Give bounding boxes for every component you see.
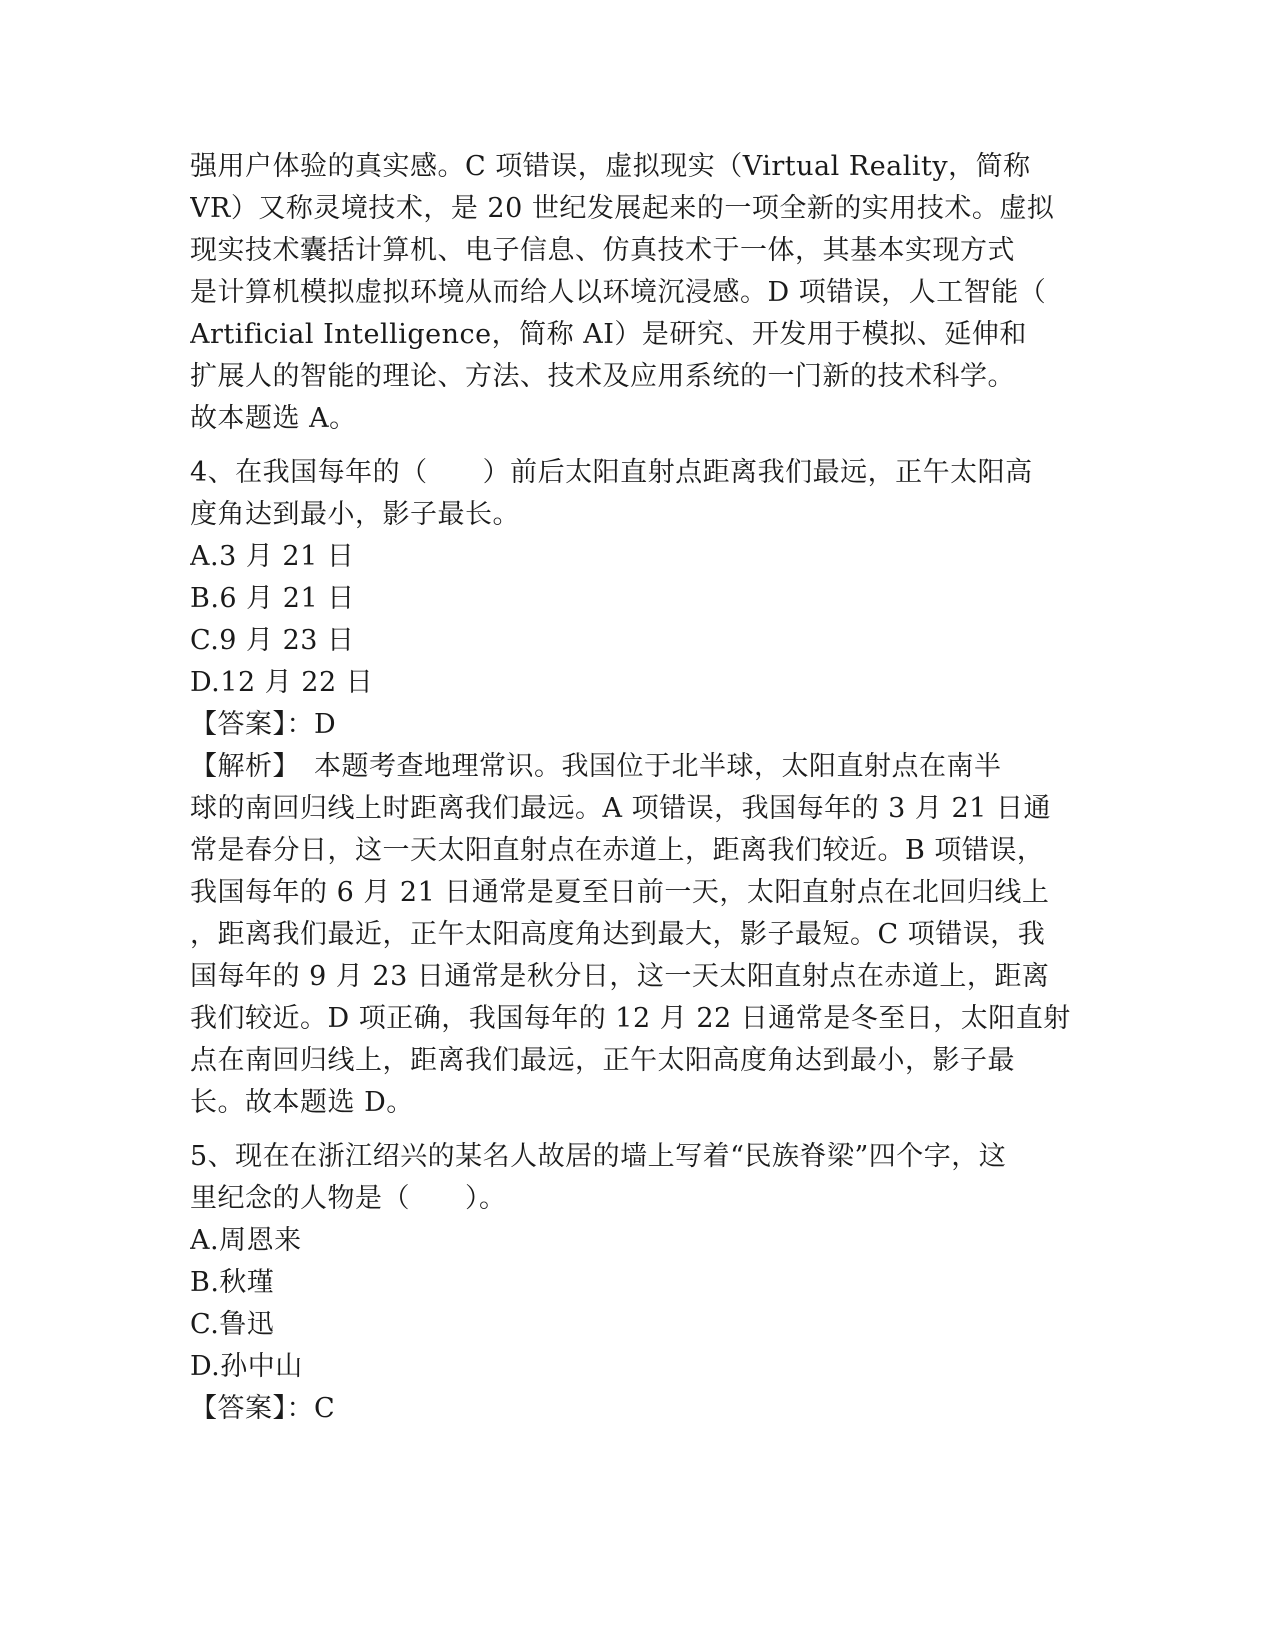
- previous-analysis-continuation: [190, 146, 1090, 440]
- analysis-line: 我国每年的 6 月 21 日通常是夏至日前一天，太阳直射点在北回归线上: [190, 877, 1050, 908]
- analysis-line: 国每年的 9 月 23 日通常是秋分日，这一天太阳直射点在赤道上，距离: [190, 961, 1050, 992]
- document-page: [190, 146, 1090, 1430]
- option-b: B.6 月 21 日: [190, 583, 355, 614]
- analysis-line: 我们较近。D 项正确，我国每年的 12 月 22 日通常是冬至日，太阳直射: [190, 1003, 1071, 1034]
- question-stem-line: 里纪念的人物是（ ）。: [190, 1183, 507, 1214]
- paragraph-line: 故本题选 A。: [190, 403, 357, 434]
- option-d: D.孙中山: [190, 1351, 303, 1382]
- analysis-line: 点在南回归线上，距离我们最远，正午太阳高度角达到最小，影子最: [190, 1045, 1015, 1076]
- analysis-line: 长。故本题选 D。: [190, 1087, 414, 1118]
- option-a: A.3 月 21 日: [190, 541, 355, 572]
- question-stem-line: 5、现在在浙江绍兴的某名人故居的墙上写着“民族脊梁”四个字，这: [190, 1141, 1007, 1172]
- option-c: C.鲁迅: [190, 1309, 275, 1340]
- question-4: [190, 452, 1090, 1124]
- question-5: [190, 1136, 1090, 1430]
- paragraph-line: 是计算机模拟虚拟环境从而给人以环境沉浸感。D 项错误，人工智能（: [190, 277, 1047, 308]
- paragraph-line: 现实技术囊括计算机、电子信息、仿真技术于一体，其基本实现方式: [190, 235, 1015, 266]
- paragraph-line: VR）又称灵境技术，是 20 世纪发展起来的一项全新的实用技术。虚拟: [190, 193, 1055, 224]
- analysis-line: 【解析】 本题考查地理常识。我国位于北半球，太阳直射点在南半: [190, 751, 1002, 782]
- analysis-line: 常是春分日，这一天太阳直射点在赤道上，距离我们较近。B 项错误，: [190, 835, 1045, 866]
- answer-line: 【答案】：C: [190, 1393, 336, 1424]
- option-b: B.秋瑾: [190, 1267, 275, 1298]
- paragraph-line: 强用户体验的真实感。C 项错误，虚拟现实（Virtual Reality，简称: [190, 151, 1031, 182]
- answer-line: 【答案】：D: [190, 709, 337, 740]
- paragraph-line: 扩展人的智能的理论、方法、技术及应用系统的一门新的技术科学。: [190, 361, 1015, 392]
- option-d: D.12 月 22 日: [190, 667, 374, 698]
- option-c: C.9 月 23 日: [190, 625, 355, 656]
- option-a: A.周恩来: [190, 1225, 302, 1256]
- analysis-line: ，距离我们最近，正午太阳高度角达到最大，影子最短。C 项错误，我: [190, 919, 1046, 950]
- analysis-line: 球的南回归线上时距离我们最远。A 项错误，我国每年的 3 月 21 日通: [190, 793, 1051, 824]
- question-stem-line: 4、在我国每年的（ ）前后太阳直射点距离我们最远，正午太阳高: [190, 457, 1033, 488]
- paragraph-line: Artificial Intelligence，简称 AI）是研究、开发用于模拟、延伸和: [190, 319, 1027, 350]
- question-stem-line: 度角达到最小，影子最长。: [190, 499, 520, 530]
